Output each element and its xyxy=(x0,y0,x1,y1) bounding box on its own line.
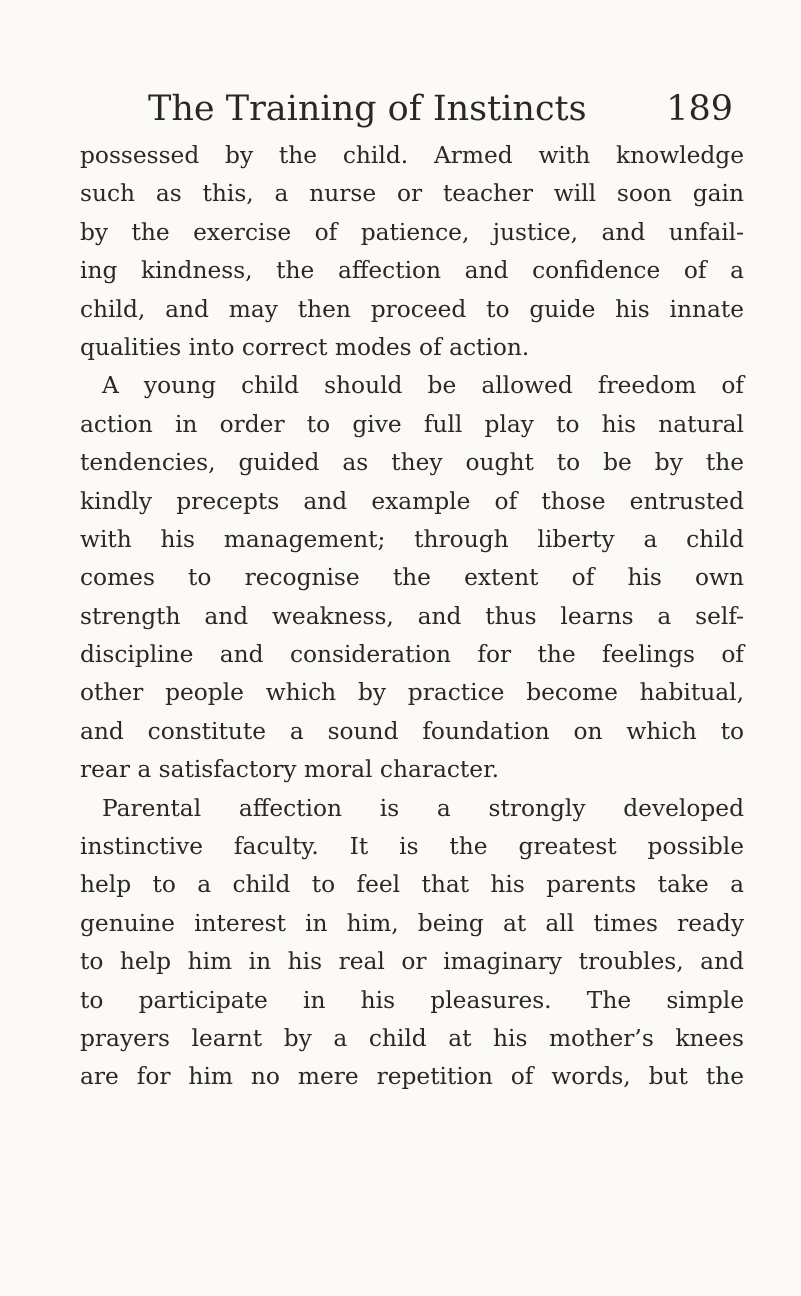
text-line: ing kindness, the affection and confidence of a xyxy=(80,257,744,285)
text-line: genuine interest in him, being at all times ready xyxy=(80,909,744,937)
text-line: tendencies, guided as they ought to be by the xyxy=(80,449,744,477)
text-line: discipline and consideration for the feelings of xyxy=(80,641,744,669)
text-line: such as this, a nurse or teacher will soon gain xyxy=(80,180,744,208)
text-line: child, and may then proceed to guide his innate xyxy=(80,295,744,323)
text-line: other people which by practice become habitual, xyxy=(80,679,744,707)
paragraph-first-line: A young child should be allowed freedom of xyxy=(102,372,744,400)
text-line: action in order to give full play to his natural xyxy=(80,410,744,438)
text-line: comes to recognise the extent of his own xyxy=(80,564,744,592)
text-line: possessed by the child. Armed with knowledge xyxy=(80,142,744,169)
text-line: to help him in his real or imaginary troubles, and xyxy=(80,948,744,976)
text-line: help to a child to feel that his parents take a xyxy=(80,871,744,899)
body-text xyxy=(80,137,744,1097)
text-line: instinctive faculty. It is the greatest possible xyxy=(80,833,744,861)
text-line: rear a satisfactory moral character. xyxy=(80,756,500,784)
text-line: to participate in his pleasures. The simple xyxy=(80,986,744,1014)
text-line: strength and weakness, and thus learns a self- xyxy=(80,602,744,630)
text-line: by the exercise of patience, justice, and unfail- xyxy=(80,218,744,246)
text-line: and constitute a sound foundation on which to xyxy=(80,717,744,745)
text-line: kindly precepts and example of those entrusted xyxy=(80,487,744,515)
paragraph-first-line: Parental affection is a strongly developed xyxy=(102,794,744,822)
running-title: The Training of Instincts xyxy=(148,89,587,129)
text-line: with his management; through liberty a child xyxy=(80,525,744,553)
text-line: qualities into correct modes of action. xyxy=(80,333,530,361)
page-number: 189 xyxy=(666,89,733,129)
text-line: prayers learnt by a child at his mother’s knees xyxy=(80,1024,744,1052)
running-head xyxy=(148,86,733,132)
text-line: are for him no mere repetition of words, but the xyxy=(80,1063,744,1091)
